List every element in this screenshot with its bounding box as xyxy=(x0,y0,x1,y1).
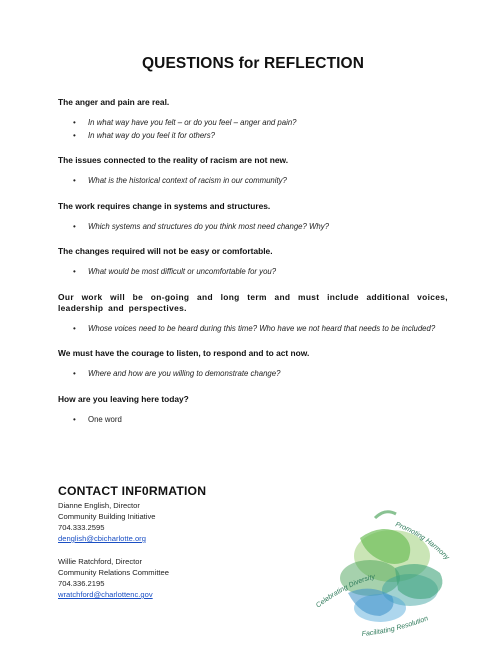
contact-email-link[interactable]: wratchford@charlottenc.gov xyxy=(58,590,153,599)
question-item: • Where and how are you willing to demonstrate change? xyxy=(58,368,448,381)
contact-email-link[interactable]: denglish@cbicharlotte.org xyxy=(58,534,146,543)
section-voices xyxy=(58,292,448,336)
reflection-sections xyxy=(58,97,448,439)
section-heading: How are you leaving here today? xyxy=(58,393,189,404)
logo-text-resolution: Facilitating Resolution xyxy=(361,615,430,639)
question-list xyxy=(58,414,448,427)
question-item: • What would be most difficult or uncomfortable for you? xyxy=(58,266,448,279)
section-courage xyxy=(58,348,448,381)
question-item: • Whose voices need to be heard during this time? Who have we not heard that needs to be included? xyxy=(58,323,448,336)
contact-phone: 704.333.2595 xyxy=(58,523,105,532)
contact-name: Dianne English, Director xyxy=(58,501,140,510)
contact-org: Community Building Initiative xyxy=(58,512,156,521)
question-list xyxy=(58,323,448,336)
section-heading: We must have the courage to listen, to respond and to act now. xyxy=(58,348,310,358)
section-systems xyxy=(58,201,448,234)
page-title: QUESTIONS for REFLECTION xyxy=(142,55,364,72)
section-heading: Our work will be on-going and long term and must include additional voices, leadership and perspectives. xyxy=(58,291,448,313)
question-list xyxy=(58,175,448,188)
contact-information xyxy=(58,484,308,600)
contact-org: Community Relations Committee xyxy=(58,568,169,577)
section-leaving xyxy=(58,394,448,427)
question-item: • Which systems and structures do you think most need change? Why? xyxy=(58,221,448,234)
question-list xyxy=(58,117,448,142)
section-racism xyxy=(58,155,448,188)
contact-name: Willie Ratchford, Director xyxy=(58,557,142,566)
logo-text-harmony: Promoting Harmony xyxy=(394,521,451,562)
logo-text-diversity: Celebrating Diversity xyxy=(315,573,376,610)
section-heading: The changes required will not be easy or comfortable. xyxy=(58,246,273,256)
section-heading: The issues connected to the reality of racism are not new. xyxy=(58,155,289,165)
swirl-shape xyxy=(375,512,396,518)
contact-title: CONTACT INF0RMATION xyxy=(58,484,207,498)
question-list xyxy=(58,221,448,234)
section-anger xyxy=(58,97,448,142)
question-item: • In what way have you felt – or do you feel – anger and pain? xyxy=(58,117,448,130)
question-item: • One word xyxy=(58,414,448,427)
organization-logo xyxy=(300,498,475,643)
section-heading: The anger and pain are real. xyxy=(58,97,170,107)
section-heading: The work requires change in systems and structures. xyxy=(58,200,271,211)
section-changes xyxy=(58,246,448,279)
contact-phone: 704.336.2195 xyxy=(58,579,105,588)
question-list xyxy=(58,368,448,381)
question-list xyxy=(58,266,448,279)
question-item: • In what way do you feel it for others? xyxy=(58,130,448,143)
question-item: • What is the historical context of racism in our community? xyxy=(58,175,448,188)
